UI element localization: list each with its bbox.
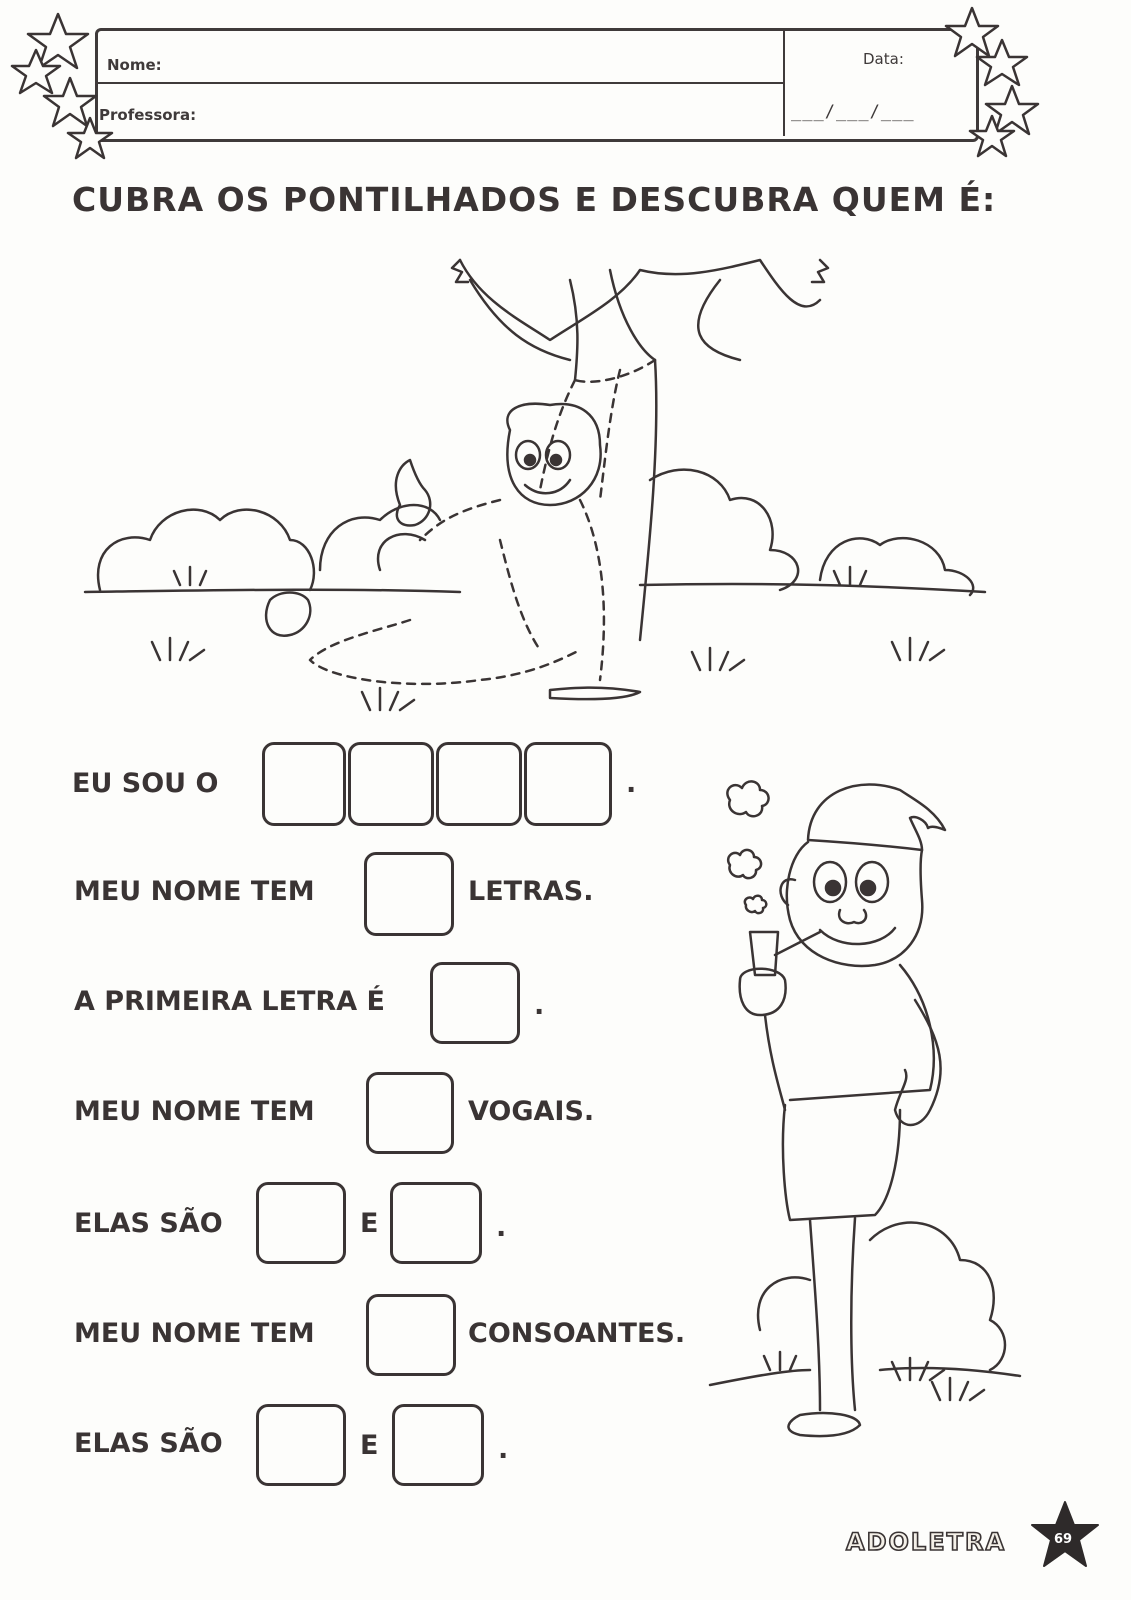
answer-box[interactable] <box>366 1072 454 1154</box>
row-5-end: . <box>496 1212 507 1243</box>
page-title: CUBRA OS PONTILHADOS E DESCUBRA QUEM É: <box>72 180 997 219</box>
row-6-text: MEU NOME TEM <box>74 1318 315 1349</box>
letter-box[interactable] <box>348 742 434 826</box>
answer-box[interactable] <box>392 1404 484 1486</box>
name-label: Nome: <box>107 56 162 74</box>
letter-box[interactable] <box>262 742 346 826</box>
answer-box[interactable] <box>390 1182 482 1264</box>
row-2-text: MEU NOME TEM <box>74 876 315 907</box>
date-label: Data: <box>863 50 904 68</box>
star-icon <box>68 118 112 158</box>
publisher-brand: ADOLETRA <box>846 1528 1007 1556</box>
answer-box[interactable] <box>364 852 454 936</box>
star-icon <box>946 8 998 56</box>
row-2-suffix: LETRAS. <box>468 876 594 907</box>
row-4-text: MEU NOME TEM <box>74 1096 315 1127</box>
row-6-suffix: CONSOANTES. <box>468 1318 686 1349</box>
answer-box[interactable] <box>430 962 520 1044</box>
letter-box[interactable] <box>524 742 612 826</box>
tree-scene-illustration <box>80 240 1000 730</box>
row-7-end: . <box>498 1434 509 1465</box>
answer-box[interactable] <box>366 1294 456 1376</box>
row-1-text: EU SOU O <box>72 768 219 799</box>
answer-box[interactable] <box>256 1404 346 1486</box>
row-5-text: ELAS SÃO <box>74 1208 223 1239</box>
row-5-middle: E <box>360 1208 379 1239</box>
page-number: 69 <box>1054 1532 1073 1547</box>
header-stars <box>0 0 1131 180</box>
answer-box[interactable] <box>256 1182 346 1264</box>
row-7-middle: E <box>360 1430 379 1461</box>
letter-box[interactable] <box>436 742 522 826</box>
row-7-text: ELAS SÃO <box>74 1428 223 1459</box>
star-icon <box>44 78 96 126</box>
row-4-suffix: VOGAIS. <box>468 1096 595 1127</box>
gnome-with-pipe-illustration <box>700 770 1030 1450</box>
date-blank: ___/___/___ <box>791 102 915 122</box>
row-3-text: A PRIMEIRA LETRA É <box>74 986 385 1017</box>
row-1-end: . <box>626 768 637 799</box>
teacher-label: Professora: <box>99 106 197 124</box>
row-3-end: . <box>534 990 545 1021</box>
